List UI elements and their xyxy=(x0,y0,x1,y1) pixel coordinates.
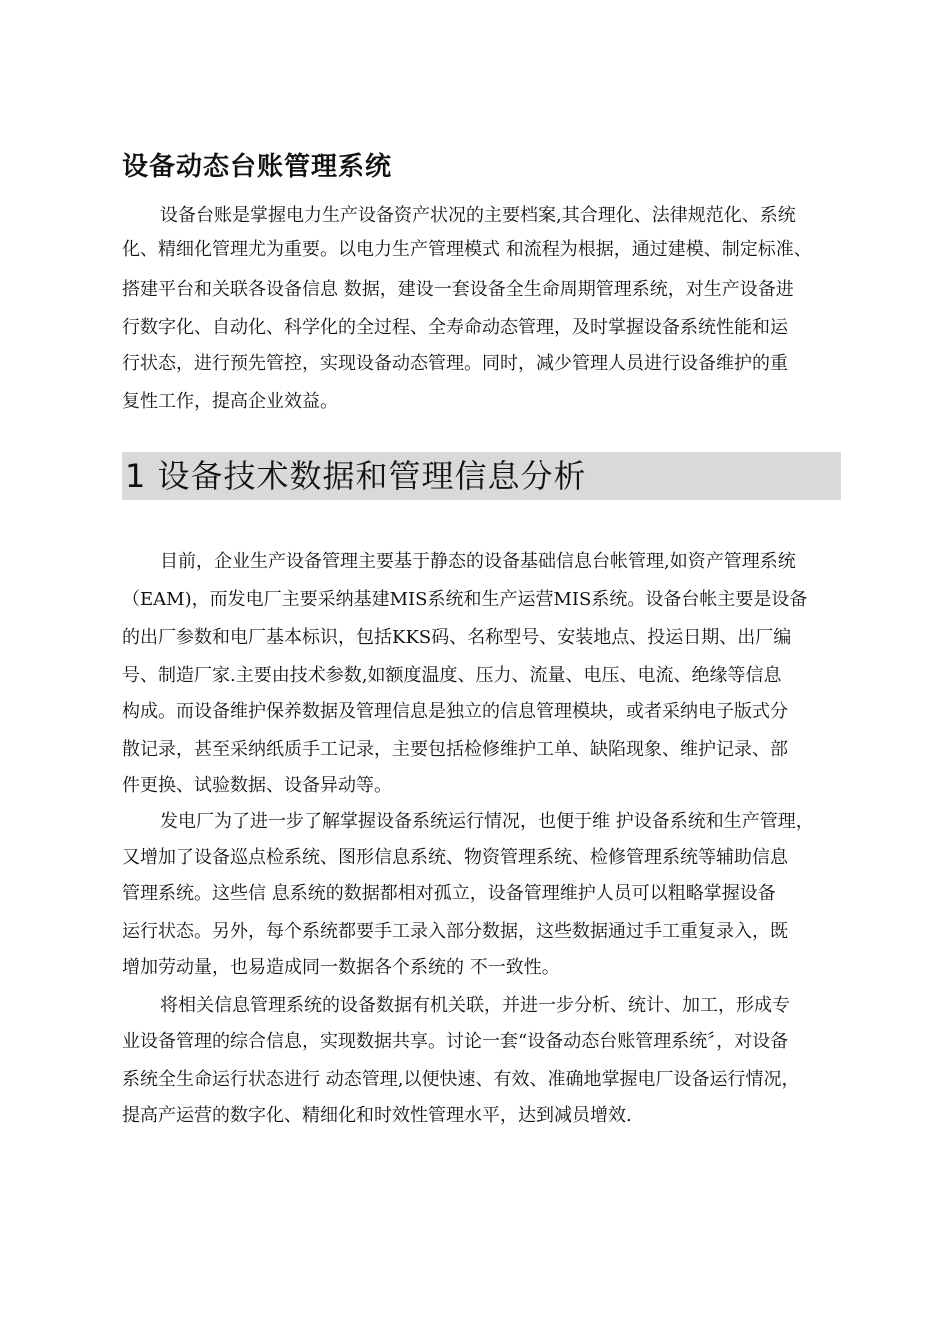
paragraph-line: 业设备管理的综合信息，实现数据共享。讨论一套“设备动态台账管理系统〞，对设备 xyxy=(122,1031,789,1052)
paragraph-line: 散记录，甚至采纳纸质手工记录，主要包括检修维护工单、缺陷现象、维护记录、部 xyxy=(122,739,788,760)
paragraph-line: 又增加了设备巡点检系统、图形信息系统、物资管理系统、检修管理系统等辅助信息 xyxy=(122,847,788,868)
section-heading: 1 设备技术数据和管理信息分析 xyxy=(122,452,841,500)
paragraph-line: 复性工作，提高企业效益。 xyxy=(122,391,338,412)
paragraph-line: 行状态，进行预先管控，实现设备动态管理。同时，减少管理人员进行设备维护的重 xyxy=(122,353,788,374)
paragraph-line: （EAM)，而发电厂主要采纳基建MIS系统和生产运营MIS系统。设备台帐主要是设备 xyxy=(122,589,808,610)
paragraph-line: 构成。而设备维护保养数据及管理信息是独立的信息管理模块，或者采纳电子版式分 xyxy=(122,701,788,722)
paragraph-line: 提高产运营的数字化、精细化和时效性管理水平，达到减员增效. xyxy=(122,1105,632,1126)
paragraph-line: 目前，企业生产设备管理主要基于静态的设备基础信息台帐管理,如资产管理系统 xyxy=(160,551,796,572)
paragraph-line: 号、制造厂家.主要由技术参数,如额度温度、压力、流量、电压、电流、绝缘等信息 xyxy=(122,665,782,686)
document-title: 设备动态台账管理系统 xyxy=(122,152,393,182)
paragraph-line: 化、精细化管理尤为重要。以电力生产管理模式 和流程为根据，通过建模、制定标准、 xyxy=(122,239,812,260)
paragraph-line: 运行状态。另外，每个系统都要手工录入部分数据，这些数据通过手工重复录入，既 xyxy=(122,921,788,942)
paragraph-line: 设备台账是掌握电力生产设备资产状况的主要档案,其合理化、法律规范化、系统 xyxy=(160,205,796,226)
paragraph-line: 将相关信息管理系统的设备数据有机关联，并进一步分析、统计、加工，形成专 xyxy=(160,995,790,1016)
paragraph-line: 件更换、试验数据、设备异动等。 xyxy=(122,775,392,796)
paragraph-line: 管理系统。这些信 息系统的数据都相对孤立，设备管理维护人员可以粗略掌握设备 xyxy=(122,883,776,904)
paragraph-line: 的出厂参数和电厂基本标识，包括KKS码、名称型号、安装地点、投运日期、出厂编 xyxy=(122,627,792,648)
paragraph-line: 行数字化、自动化、科学化的全过程、全寿命动态管理，及时掌握设备系统性能和运 xyxy=(122,317,788,338)
paragraph-line: 发电厂为了进一步了解掌握设备系统运行情况，也便于维 护设备系统和生产管理， xyxy=(160,811,814,832)
paragraph-line: 系统全生命运行状态进行 动态管理,以便快速、有效、准确地掌握电厂设备运行情况， xyxy=(122,1069,800,1090)
paragraph-line: 搭建平台和关联各设备信息 数据，建设一套设备全生命周期管理系统，对生产设备进 xyxy=(122,279,794,300)
paragraph-line: 增加劳动量，也易造成同一数据各个系统的 不一致性。 xyxy=(122,957,560,978)
